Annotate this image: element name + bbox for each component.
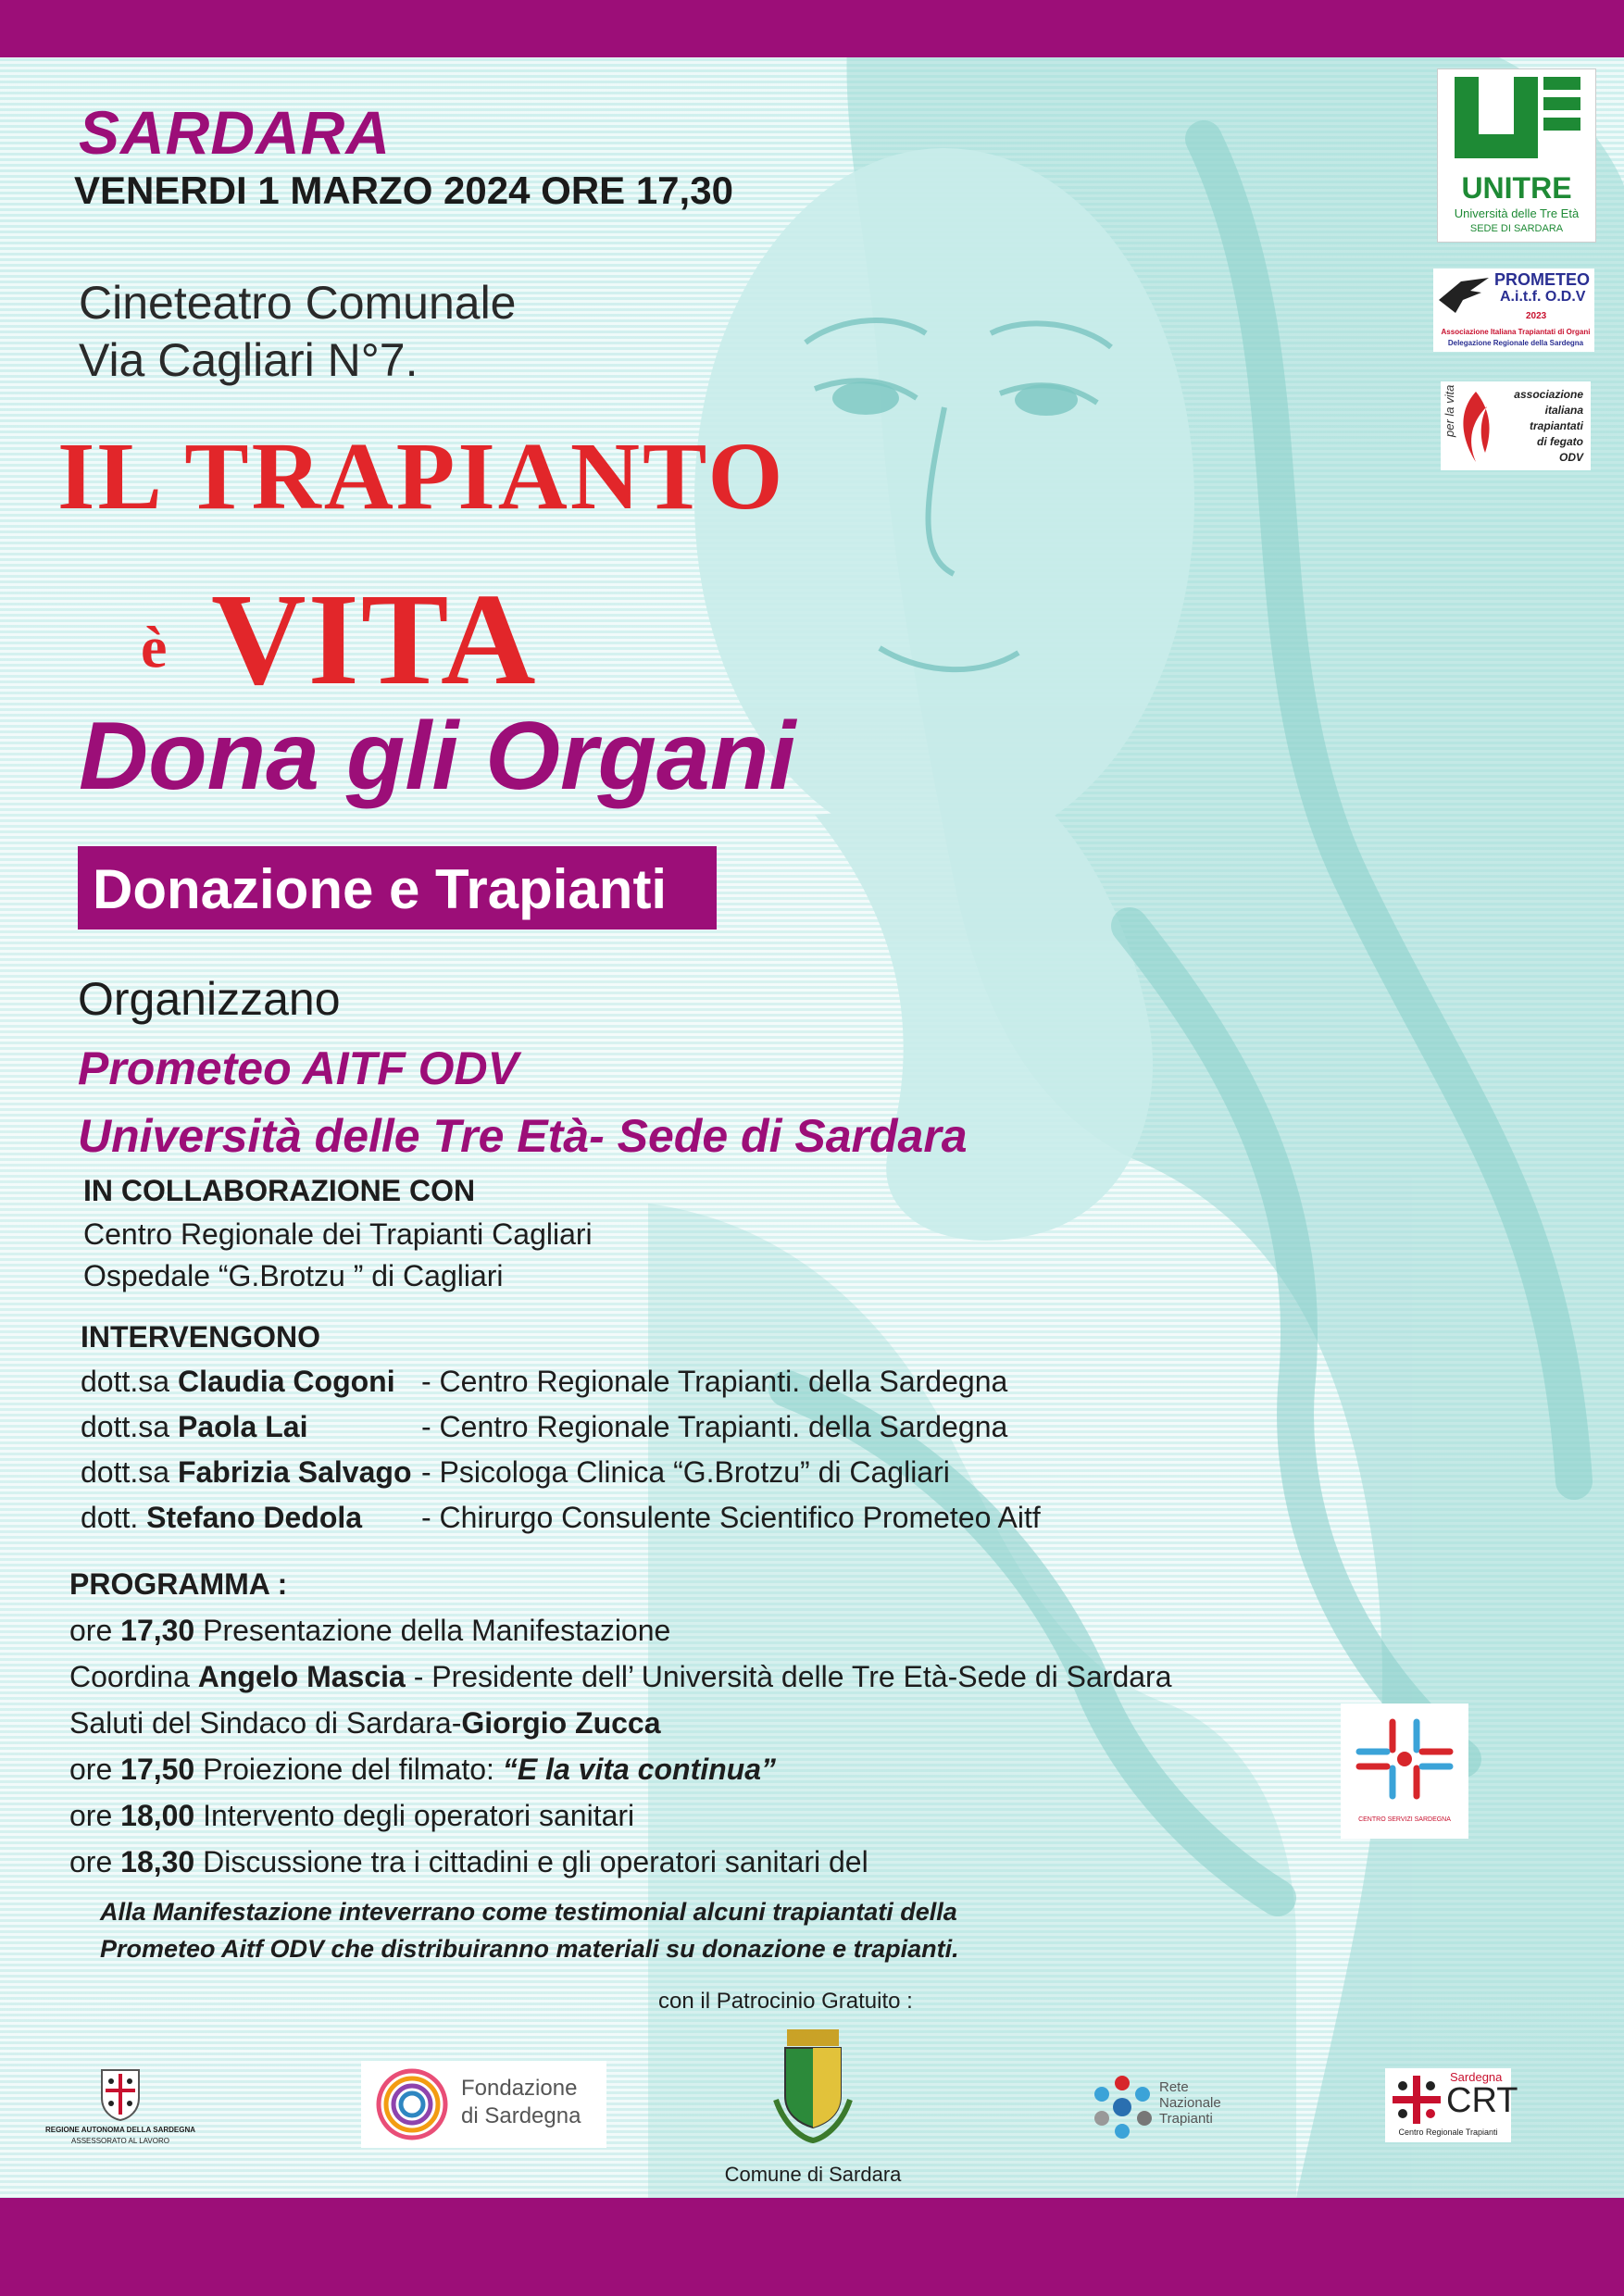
- program-text: - Presidente dell’ Università delle Tre Età-Sede di Sardara: [405, 1660, 1172, 1693]
- rete-line1: Rete: [1159, 2079, 1189, 2095]
- program-time: 18,30: [120, 1845, 195, 1878]
- patronage-label: con il Patrocinio Gratuito :: [658, 1989, 913, 2014]
- prometeo-line2: Delegazione Regionale della Sardegna: [1447, 339, 1584, 347]
- regione-line2: ASSESSORATO AL LAVORO: [71, 2137, 169, 2145]
- program-item: [69, 1660, 1171, 1694]
- program-text: ore: [69, 1614, 121, 1647]
- subtitle: Donazione e Trapianti: [93, 858, 668, 920]
- prometeo-logo: [1433, 268, 1594, 352]
- event-date: VENERDI 1 MARZO 2024 ORE 17,30: [74, 168, 733, 212]
- comune-crest-icon: [767, 2026, 859, 2146]
- speaker-title: dott.sa: [81, 1455, 170, 1489]
- fondazione-mark-icon: [370, 2063, 454, 2146]
- unitre-wordmark: UNITRE: [1461, 171, 1572, 205]
- speaker-role: - Centro Regionale Trapianti. della Sardegna: [421, 1365, 1008, 1398]
- aitf-line: associazione: [1514, 388, 1583, 401]
- aitf-text: [1514, 387, 1583, 466]
- program-text: Proiezione del filmato:: [194, 1753, 503, 1786]
- prometeo-year: 2023: [1526, 311, 1547, 321]
- program-label: PROGRAMMA :: [69, 1567, 288, 1601]
- speaker-role: - Chirurgo Consulente Scientifico Prometeo Aitf: [421, 1501, 1041, 1534]
- city-title: SARDARA: [79, 98, 391, 167]
- headline-dona-organi: Dona gli Organi: [79, 703, 796, 810]
- speaker-name: Paola Lai: [177, 1410, 308, 1443]
- unitre-logo: [1437, 69, 1596, 243]
- regione-crest-icon: [93, 2066, 148, 2122]
- testimonial-note: Prometeo Aitf ODV che distribuiranno materiali su donazione e trapianti.: [100, 1935, 959, 1963]
- organizers-label: Organizzano: [78, 973, 341, 1025]
- fondazione-line2: di Sardegna: [461, 2103, 581, 2128]
- rete-line2: Nazionale: [1159, 2095, 1221, 2111]
- centro-servizi-logo: [1341, 1703, 1468, 1839]
- program-text: Discussione tra i cittadini e gli operatori sanitari del: [194, 1845, 868, 1878]
- crt-logo: [1385, 2068, 1518, 2142]
- regione-sardegna-logo: [35, 2066, 206, 2153]
- program-text: ore: [69, 1845, 121, 1878]
- program-item: [69, 1845, 868, 1879]
- rete-mark-icon: [1089, 2074, 1157, 2142]
- subtitle-box: [78, 846, 717, 930]
- program-name: Angelo Mascia: [197, 1660, 406, 1693]
- collaboration-label: IN COLLABORAZIONE CON: [83, 1174, 476, 1207]
- crt-bottom: Centro Regionale Trapianti: [1398, 2128, 1498, 2137]
- speaker-role: - Centro Regionale Trapianti. della Sardegna: [421, 1410, 1008, 1443]
- speaker-title: dott.sa: [81, 1365, 170, 1398]
- aitf-logo: [1441, 381, 1591, 470]
- collaborator-crt: Centro Regionale dei Trapianti Cagliari: [83, 1217, 593, 1251]
- program-item: [69, 1614, 670, 1648]
- organizer-unitre: Università delle Tre Età- Sede di Sardara: [78, 1110, 968, 1162]
- crt-mark: CRT: [1446, 2081, 1518, 2120]
- program-time: 17,30: [120, 1614, 195, 1647]
- testimonial-note: Alla Manifestazione inteverrano come testimonial alcuni trapiantati della: [100, 1898, 957, 1926]
- collaborator-brotzu: Ospedale “G.Brotzu ” di Cagliari: [83, 1259, 504, 1292]
- headline-e: è: [141, 614, 168, 680]
- program-text: Presentazione della Manifestazione: [194, 1614, 671, 1647]
- program-text: Coordina: [69, 1660, 198, 1693]
- bottom-band: [0, 2198, 1624, 2296]
- program-item: [69, 1706, 661, 1741]
- program-text: ore: [69, 1753, 121, 1786]
- crt-top: Sardegna: [1450, 2070, 1503, 2084]
- speaker-name: Claudia Cogoni: [177, 1365, 395, 1398]
- aitf-line: di fegato: [1537, 435, 1583, 448]
- rete-line3: Trapianti: [1159, 2111, 1213, 2127]
- prometeo-sub: A.i.t.f. O.D.V: [1500, 289, 1586, 305]
- program-item: [69, 1753, 776, 1787]
- unitre-line1: Università delle Tre Età: [1454, 206, 1580, 220]
- comune-label: Comune di Sardara: [724, 2163, 902, 2186]
- unitre-mark-icon: [1438, 69, 1595, 181]
- unitre-line2: SEDE DI SARDARA: [1469, 223, 1564, 234]
- fondazione-sardegna-logo: [361, 2061, 606, 2148]
- program-time: 18,00: [120, 1799, 195, 1832]
- program-time: 17,50: [120, 1753, 195, 1786]
- venue-address: Via Cagliari N°7.: [79, 334, 418, 386]
- speaker-name: Stefano Dedola: [146, 1501, 363, 1534]
- headline-trapianto: IL TRAPIANTO: [57, 423, 786, 530]
- speaker-title: dott.sa: [81, 1410, 170, 1443]
- centro-servizi-mark-icon: [1341, 1703, 1468, 1815]
- comune-sardara-logo: [711, 2026, 915, 2192]
- aitf-side: per la vita: [1443, 384, 1456, 437]
- centro-servizi-label: CENTRO SERVIZI SARDEGNA: [1358, 1816, 1451, 1823]
- fondazione-line1: Fondazione: [461, 2076, 578, 2101]
- aitf-line: ODV: [1558, 451, 1583, 464]
- eagle-icon: [1437, 272, 1493, 318]
- speaker-name: Fabrizia Salvago: [177, 1455, 412, 1489]
- speaker-title: dott.: [81, 1501, 139, 1534]
- aitf-line: trapiantati: [1529, 419, 1583, 432]
- program-text: ore: [69, 1799, 121, 1832]
- rete-text: [1159, 2079, 1221, 2127]
- organizer-prometeo: Prometeo AITF ODV: [78, 1042, 518, 1094]
- program-item: [69, 1799, 634, 1833]
- crt-cross-icon: [1389, 2072, 1444, 2128]
- venue: [79, 274, 517, 389]
- headline-vita: VITA: [211, 566, 538, 712]
- speakers-label: INTERVENGONO: [81, 1320, 320, 1354]
- program-text: Saluti del Sindaco di Sardara-: [69, 1706, 462, 1740]
- film-title: “E la vita continua”: [502, 1753, 776, 1786]
- program-name: Giorgio Zucca: [461, 1706, 661, 1740]
- speaker-role: - Psicologa Clinica “G.Brotzu” di Cagliari: [421, 1455, 950, 1489]
- aitf-line: italiana: [1544, 404, 1583, 417]
- program-text: Intervento degli operatori sanitari: [194, 1799, 635, 1832]
- regione-line1: REGIONE AUTONOMA DELLA SARDEGNA: [44, 2126, 196, 2134]
- top-band: [0, 0, 1624, 57]
- rete-trapianti-logo: [1085, 2074, 1233, 2142]
- prometeo-title: PROMETEO: [1494, 270, 1591, 289]
- venue-name: Cineteatro Comunale: [79, 277, 517, 329]
- prometeo-line1: Associazione Italiana Trapiantati di Organi: [1441, 328, 1591, 336]
